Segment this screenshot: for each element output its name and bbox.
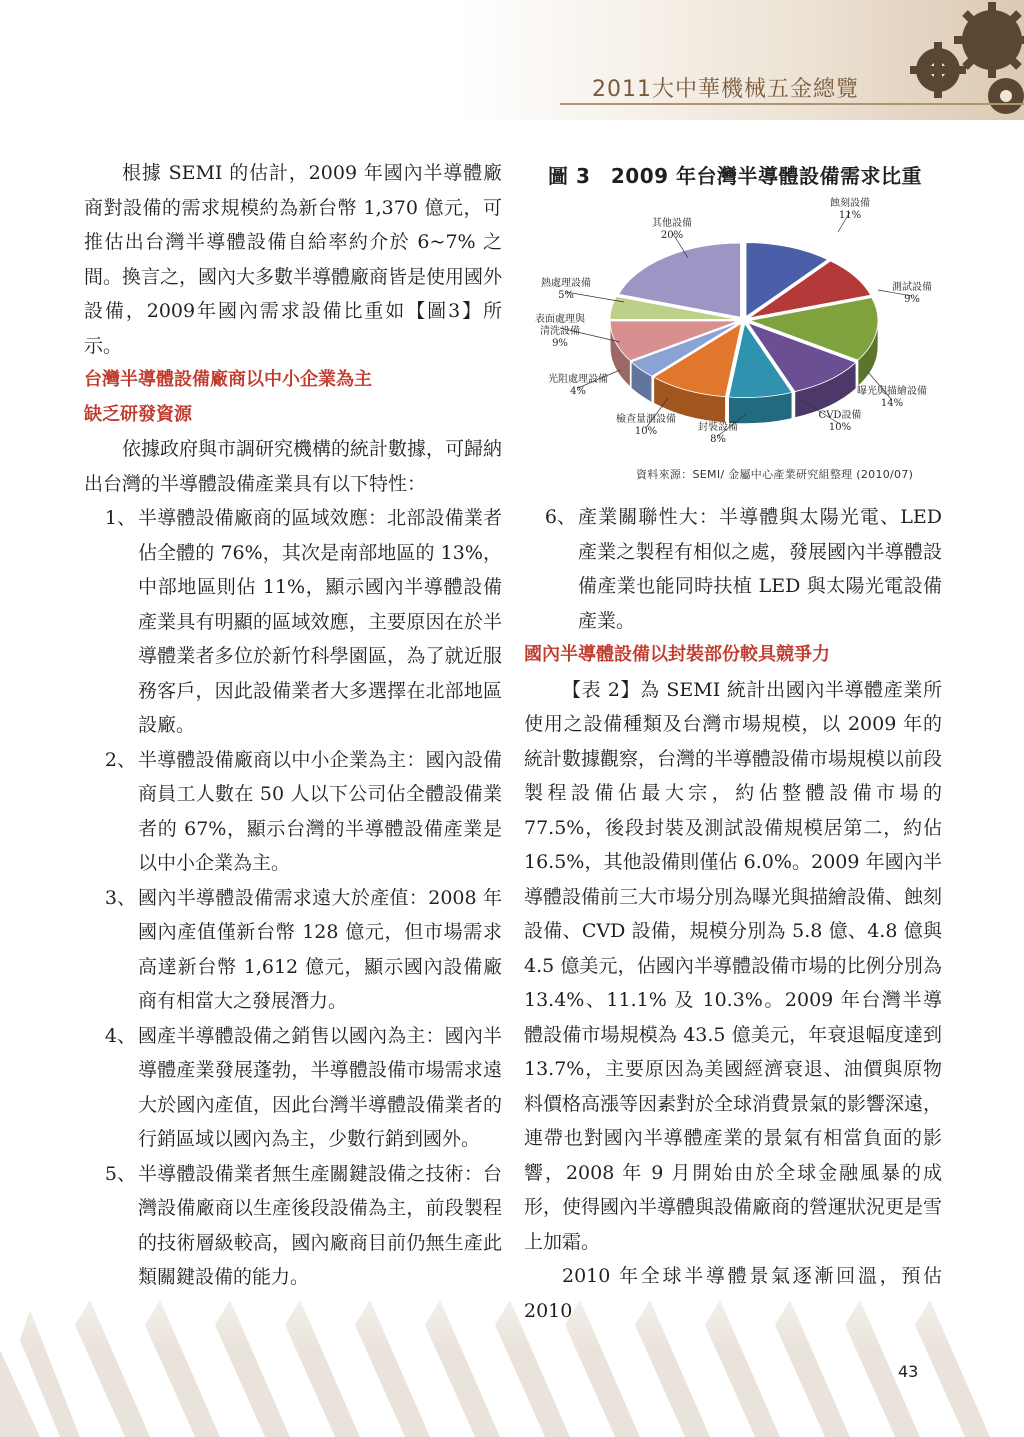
list-item	[524, 500, 942, 638]
figure-title: 圖 3 2009 年台灣半導體設備需求比重	[548, 164, 923, 188]
pie-label-name: 曝光與描繪設備	[857, 386, 927, 397]
section-heading: 台灣半導體設備廠商以中小企業為主	[84, 369, 372, 390]
paragraph: 【表 2】為 SEMI 統計出國內半導體產業所使用之設備種類及台灣市場規模，以 2009 年的統計數據觀察，台灣的半導體設備市場規模以前段製程設備佔最大宗，約佔整體設備市場的 77.5%，後段封裝及測試設備規模居第二，約佔 16.5%，其他設備則僅佔 6.0%。2009 年國內半導體設備前三大市場分別為曝光與描繪設備、蝕刻設備、CVD 設備，規模分別為 5.8 億、4.8 億與 4.5 億美元，佔國內半導體設備市場的比例分別為 13.4%、11.1% 及 10.3%。2009 年台灣半導體設備市場規模為 43.5 億美元，年衰退幅度達到 13.7%，主要原因為美國經濟衰退、油價與原物料價格高漲等因素對於全球消費景氣的影響深遠，連帶也對國內半導體產業的景氣有相當負面的影響，2008 年 9 月開始由於全球金融風暴的成形，使得國內半導體與設備廠商的營運狀況更是雪上加霜。	[524, 678, 943, 1253]
left-column	[84, 156, 502, 1295]
pie-label-value: 8%	[710, 434, 726, 445]
header-band	[0, 0, 1024, 120]
list-number: 1、	[104, 507, 136, 529]
right-column	[524, 500, 942, 1328]
paragraph: 2010 年全球半導體景氣逐漸回溫，預估 2010	[524, 1265, 942, 1322]
pie-label-value: 10%	[828, 422, 852, 433]
list-number: 6、	[544, 506, 576, 528]
list-number: 4、	[104, 1024, 136, 1047]
gears-icon	[880, 0, 1024, 118]
list-text: 半導體設備廠商以中小企業為主：國內設備商員工人數在 50 人以下公司佔全體設備業者的 67%，顯示台灣的半導體設備產業是以中小企業為主。	[138, 748, 502, 874]
list-number: 3、	[104, 886, 136, 909]
pie-label-name: CVD設備	[818, 410, 862, 421]
figure-source: 資料來源：SEMI/ 金屬中心產業研究組整理 (2010/07)	[636, 468, 914, 481]
pie-leader-line	[566, 292, 624, 302]
list-text: 國產半導體設備之銷售以國內為主：國內半導體產業發展蓬勃，半導體設備市場需求遠大於國內產值，因此台灣半導體設備業者的行銷區域以國內為主，少數行銷到國外。	[138, 1024, 502, 1150]
pie-label-value: 4%	[570, 386, 586, 397]
section-heading: 缺乏研發資源	[84, 403, 192, 425]
pie-label-name: 光阻處理設備	[548, 374, 608, 385]
pie-label-value: 20%	[660, 230, 684, 241]
pie-label-value: 9%	[552, 338, 568, 349]
pie-label-value: 11%	[838, 210, 862, 221]
pie-label-name: 其他設備	[652, 218, 692, 229]
pie-label-name: 封裝設備	[698, 422, 738, 433]
list-text: 產業關聯性大：半導體與太陽光電、LED 產業之製程有相似之處，發展國內半導體設備產業也能同時扶植 LED 與太陽光電設備產業。	[578, 506, 942, 632]
list-text: 國內半導體設備需求遠大於產值：2008 年國內產值僅新台幣 128 億元，但市場需求高達新台幣 1,612 億元，顯示國內設備廠商有相當大之發展潛力。	[138, 886, 502, 1012]
pie-label-name: 熱處理設備	[541, 278, 591, 289]
page-number: 43	[898, 1362, 919, 1381]
section-heading: 國內半導體設備以封裝部份較具競爭力	[524, 644, 830, 665]
list-number: 5、	[104, 1162, 136, 1185]
pie-label-name: 表面處理與	[535, 314, 585, 325]
pie-label-value: 5%	[558, 290, 574, 301]
header-title: 2011大中華機械五金總覽	[592, 77, 859, 102]
pie-label-name: 檢查量測設備	[616, 414, 676, 425]
pie-label-name: 清洗設備	[540, 326, 580, 337]
list-item	[84, 501, 502, 743]
list-item	[84, 1157, 502, 1295]
pie-label-name: 測試設備	[892, 282, 932, 293]
list-text: 半導體設備業者無生產關鍵設備之技術：台灣設備廠商以生產後段設備為主，前段製程的技術層級較高，國內廠商目前仍無生產此類關鍵設備的能力。	[138, 1162, 502, 1288]
list-item	[84, 743, 502, 881]
header-divider	[560, 103, 1024, 105]
list-text: 半導體設備廠商的區域效應：北部設備業者佔全體的 76%，其次是南部地區的 13%，中部地區則佔 11%，顯示國內半導體設備產業具有明顯的區域效應，主要原因在於半導體業者多位於新竹科學園區，為了就近服務客戶，因此設備業者大多選擇在北部地區設廠。	[138, 507, 502, 736]
pie-label-name: 蝕刻設備	[830, 198, 870, 209]
pie-label-value: 9%	[904, 294, 920, 305]
pie-label-value: 14%	[880, 398, 904, 409]
paragraph: 根據 SEMI 的估計，2009 年國內半導體廠商對設備的需求規模約為新台幣 1,370 億元，可推估出台灣半導體設備自給率約介於 6~7% 之間。換言之，國內大多數半導體廠商皆是使用國外設備，2009年國內需求設備比重如【圖3】所示。	[84, 162, 503, 357]
list-item	[84, 881, 502, 1019]
pie-label-value: 10%	[634, 426, 658, 437]
paragraph: 依據政府與市調研究機構的統計數據，可歸納出台灣的半導體設備產業具有以下特性：	[84, 438, 503, 495]
list-number: 2、	[104, 748, 136, 771]
list-item	[84, 1019, 502, 1157]
pie-chart	[528, 192, 948, 460]
